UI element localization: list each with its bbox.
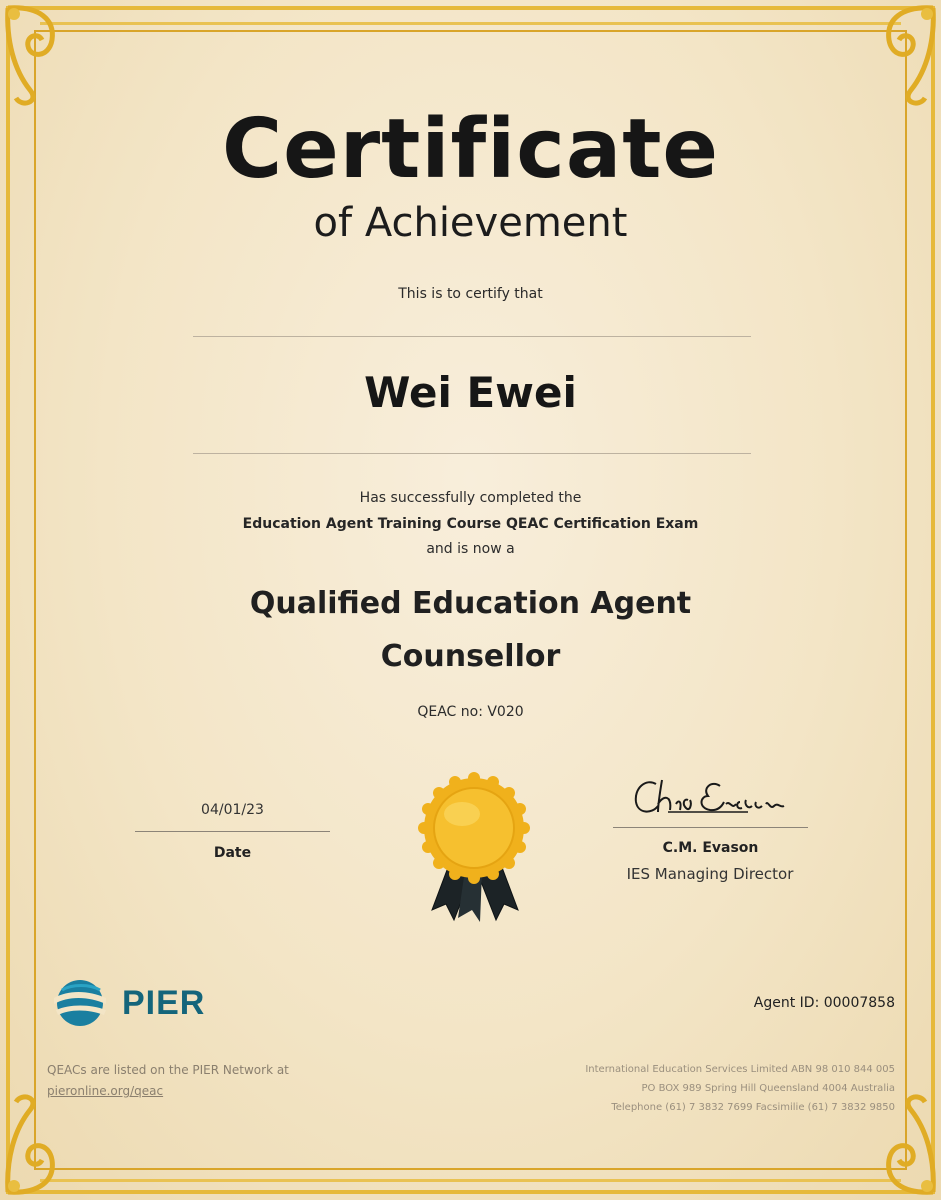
corner-flourish-icon xyxy=(0,0,70,110)
globe-icon xyxy=(48,978,112,1028)
footer-company: International Education Services Limited ABN 98 010 844 005 xyxy=(585,1064,895,1075)
completed-text: Has successfully completed the xyxy=(359,490,582,506)
qualification-title-line1: Qualified Education Agent xyxy=(249,586,692,621)
logo-text: PIER xyxy=(122,983,206,1022)
pier-logo xyxy=(48,978,205,1028)
recipient-name: Wei Ewei xyxy=(364,368,577,417)
corner-flourish-icon xyxy=(0,1090,70,1200)
footer-network-text: QEACs are listed on the PIER Network at xyxy=(47,1063,289,1077)
certificate-title: Certificate xyxy=(221,102,720,197)
date-label: Date xyxy=(213,845,252,861)
qeac-number: QEAC no: V020 xyxy=(417,704,524,720)
date-line xyxy=(135,831,330,832)
footer-right xyxy=(475,1060,895,1117)
signature-image xyxy=(628,770,798,825)
footer-address: PO BOX 989 Spring Hill Queensland 4004 Australia xyxy=(641,1083,895,1094)
corner-flourish-icon xyxy=(871,0,941,110)
signatory-role: IES Managing Director xyxy=(626,865,794,883)
gold-seal-icon xyxy=(410,770,540,930)
now-text: and is now a xyxy=(426,541,515,557)
certificate-subtitle: of Achievement xyxy=(313,200,628,246)
name-bottom-rule xyxy=(193,453,751,454)
date-value: 04/01/23 xyxy=(201,802,264,818)
course-name: Education Agent Training Course QEAC Certification Exam xyxy=(242,516,699,532)
agent-id: Agent ID: 00007858 xyxy=(753,995,895,1011)
bottom-gold-rule xyxy=(40,1179,901,1182)
qualification-title-line2: Counsellor xyxy=(380,639,561,674)
footer-left xyxy=(47,1060,289,1102)
footer-link[interactable]: pieronline.org/qeac xyxy=(47,1084,164,1098)
signatory-name: C.M. Evason xyxy=(662,840,759,856)
name-top-rule xyxy=(193,336,751,337)
certify-text: This is to certify that xyxy=(398,286,543,302)
top-gold-rule xyxy=(40,22,901,25)
footer-phone: Telephone (61) 7 3832 7699 Facsimilie (61) 7 3832 9850 xyxy=(611,1102,895,1113)
signature-line xyxy=(613,827,808,828)
